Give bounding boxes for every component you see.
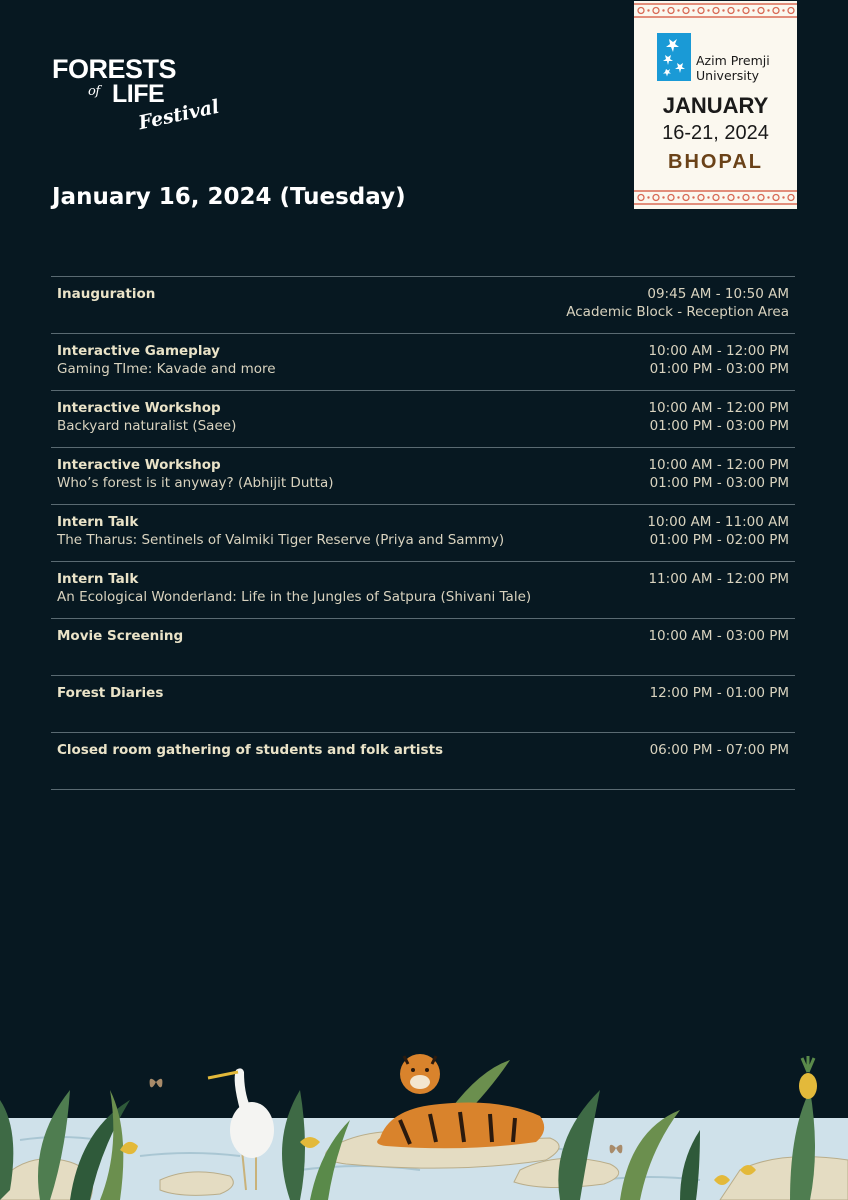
- event-badge: [634, 1, 797, 209]
- schedule-table: [51, 276, 795, 790]
- event-time: 10:00 AM - 12:00 PM: [648, 457, 789, 473]
- event-type: Interactive Workshop: [57, 457, 221, 473]
- event-time: 10:00 AM - 12:00 PM: [648, 343, 789, 359]
- forest-illustration: [0, 1030, 848, 1200]
- event-time: 10:00 AM - 11:00 AM: [647, 514, 789, 530]
- schedule-row: [51, 334, 795, 391]
- event-type: Interactive Gameplay: [57, 343, 220, 359]
- event-type: Forest Diaries: [57, 685, 164, 701]
- event-type: Closed room gathering of students and folk artists: [57, 742, 444, 758]
- event-title: Backyard naturalist (Saee): [57, 418, 237, 434]
- event-time: 10:00 AM - 12:00 PM: [648, 400, 789, 416]
- event-time: 01:00 PM - 02:00 PM: [649, 532, 789, 548]
- event-time: 10:00 AM - 03:00 PM: [648, 628, 789, 644]
- event-title: An Ecological Wonderland: Life in the Jungles of Satpura (Shivani Tale): [57, 589, 532, 605]
- event-time: 11:00 AM - 12:00 PM: [648, 571, 789, 587]
- logo-line3: Festival: [136, 95, 222, 135]
- logo-life: LIFE: [112, 80, 165, 108]
- event-title: The Tharus: Sentinels of Valmiki Tiger Reserve (Priya and Sammy): [57, 532, 505, 548]
- event-type: Intern Talk: [57, 514, 139, 530]
- schedule-row: [51, 562, 795, 619]
- pattern-strip-top: [634, 1, 797, 20]
- pattern-strip-bottom: [634, 188, 797, 207]
- schedule-row: [51, 505, 795, 562]
- event-time: 01:00 PM - 03:00 PM: [649, 361, 789, 377]
- university-name: Azim Premji University: [696, 53, 770, 83]
- event-time: 01:00 PM - 03:00 PM: [649, 475, 789, 491]
- festival-logo: [52, 54, 222, 135]
- event-type: Movie Screening: [57, 628, 184, 644]
- logo-line2: [88, 80, 165, 108]
- event-type: Interactive Workshop: [57, 400, 221, 416]
- day-title: January 16, 2024 (Tuesday): [52, 184, 406, 210]
- event-venue: Academic Block - Reception Area: [566, 304, 789, 320]
- schedule-row: [51, 676, 795, 733]
- event-type: Inauguration: [57, 286, 156, 302]
- event-time: 01:00 PM - 03:00 PM: [649, 418, 789, 434]
- event-time: 12:00 PM - 01:00 PM: [649, 685, 789, 701]
- schedule-row: [51, 277, 795, 334]
- event-time: 06:00 PM - 07:00 PM: [649, 742, 789, 758]
- logo-line1: FORESTS: [52, 54, 177, 84]
- event-title: Gaming TIme: Kavade and more: [57, 361, 276, 377]
- schedule-row: [51, 733, 795, 790]
- schedule-row: [51, 619, 795, 676]
- event-type: Intern Talk: [57, 571, 139, 587]
- university-logo-icon: [657, 33, 691, 81]
- badge-dates: 16-21, 2024: [662, 122, 769, 144]
- schedule-row: [51, 448, 795, 505]
- schedule-row: [51, 391, 795, 448]
- event-time: 09:45 AM - 10:50 AM: [647, 286, 789, 302]
- badge-month: JANUARY: [662, 93, 769, 118]
- event-title: Who’s forest is it anyway? (Abhijit Dutta): [57, 475, 334, 491]
- logo-of: of: [88, 84, 100, 99]
- badge-city: BHOPAL: [668, 151, 763, 173]
